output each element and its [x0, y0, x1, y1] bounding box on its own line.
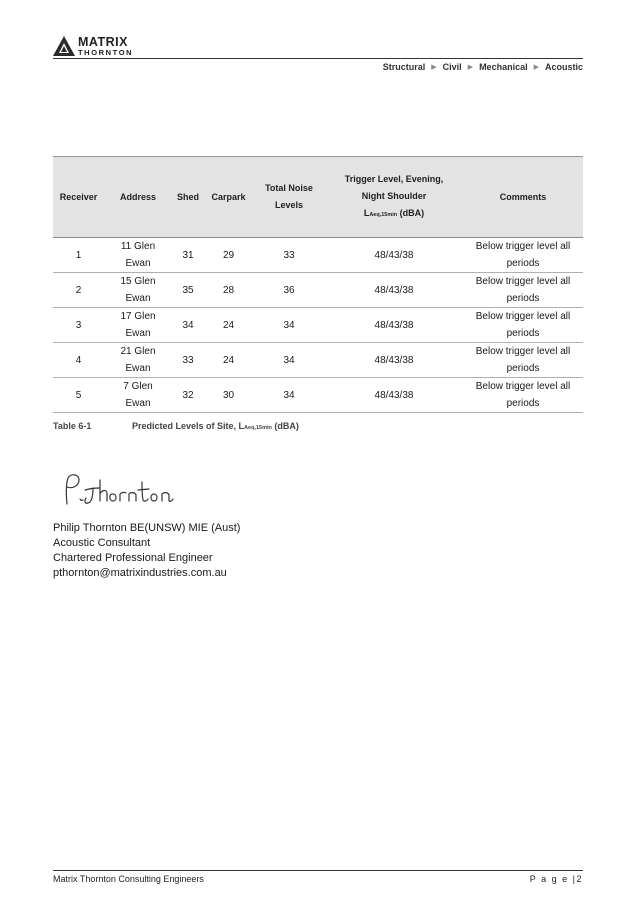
triangle-bullet-icon: ▶ [431, 64, 437, 71]
cell-total: 34 [253, 308, 325, 343]
service-structural: Structural [382, 62, 426, 72]
table-caption [53, 421, 299, 431]
signatory-role: Acoustic Consultant [53, 537, 151, 549]
cell-comments: Below trigger level all periods [463, 308, 583, 343]
handwritten-signature [58, 470, 208, 510]
service-civil: Civil [442, 62, 462, 72]
cell-trigger: 48/43/38 [325, 378, 463, 413]
cell-address: 17 Glen Ewan [104, 308, 172, 343]
cell-trigger: 48/43/38 [325, 308, 463, 343]
cell-carpark: 24 [204, 308, 253, 343]
cell-address: 15 Glen Ewan [104, 273, 172, 308]
caption-unit: (dBA) [271, 421, 299, 431]
cell-trigger: 48/43/38 [325, 238, 463, 273]
cell-comments: Below trigger level all periods [463, 273, 583, 308]
cell-carpark: 28 [204, 273, 253, 308]
cell-total: 33 [253, 238, 325, 273]
cell-receiver: 4 [53, 343, 104, 378]
col-comments: Comments [463, 157, 583, 238]
col-receiver: Receiver [53, 157, 104, 238]
cell-carpark: 30 [204, 378, 253, 413]
caption-text: Predicted Levels of Site, L [132, 421, 245, 431]
predicted-levels-table [53, 156, 583, 413]
cell-comments: Below trigger level all periods [463, 238, 583, 273]
table-header-row [53, 157, 583, 238]
cell-shed: 33 [172, 343, 204, 378]
cell-total: 34 [253, 343, 325, 378]
cell-address: 11 Glen Ewan [104, 238, 172, 273]
logo-name: MATRIX [78, 34, 128, 49]
caption-subscript: Aeq,15min [244, 425, 272, 431]
header-divider [53, 58, 583, 59]
cell-comments: Below trigger level all periods [463, 343, 583, 378]
signatory-title: Chartered Professional Engineer [53, 552, 213, 564]
signatory-email[interactable]: pthornton@matrixindustries.com.au [53, 567, 227, 579]
cell-carpark: 24 [204, 343, 253, 378]
cell-carpark: 29 [204, 238, 253, 273]
cell-shed: 31 [172, 238, 204, 273]
cell-address: 7 Glen Ewan [104, 378, 172, 413]
col-shed: Shed [172, 157, 204, 238]
triangle-bullet-icon: ▶ [467, 64, 474, 71]
cell-shed: 34 [172, 308, 204, 343]
signatory-name: Philip Thornton BE(UNSW) MIE (Aust) [53, 522, 241, 534]
cell-comments: Below trigger level all periods [463, 378, 583, 413]
table-row [53, 378, 583, 413]
page-number: P a g e |2 [529, 874, 583, 884]
services-list [383, 62, 583, 72]
table-row [53, 308, 583, 343]
footer-divider [53, 870, 583, 871]
table-row [53, 238, 583, 273]
cell-total: 34 [253, 378, 325, 413]
company-logo [53, 35, 133, 57]
caption-number: Table 6-1 [53, 421, 92, 431]
logo-subname: THORNTON [78, 48, 134, 57]
col-trigger-level: Trigger Level, Evening, Night Shoulder LAeq,15min (dBA) [325, 157, 463, 238]
cell-receiver: 1 [53, 238, 104, 273]
cell-receiver: 2 [53, 273, 104, 308]
service-acoustic: Acoustic [544, 62, 583, 72]
matrix-logo-icon [53, 36, 75, 56]
triangle-bullet-icon: ▶ [533, 64, 539, 71]
cell-total: 36 [253, 273, 325, 308]
cell-shed: 32 [172, 378, 204, 413]
cell-receiver: 3 [53, 308, 104, 343]
table-row [53, 273, 583, 308]
footer-company: Matrix Thornton Consulting Engineers [53, 874, 204, 884]
col-total-noise: Total Noise Levels [253, 157, 325, 238]
service-mechanical: Mechanical [479, 62, 528, 72]
col-carpark: Carpark [204, 157, 253, 238]
col-address: Address [104, 157, 172, 238]
table-row [53, 343, 583, 378]
cell-trigger: 48/43/38 [325, 343, 463, 378]
cell-trigger: 48/43/38 [325, 273, 463, 308]
cell-receiver: 5 [53, 378, 104, 413]
cell-address: 21 Glen Ewan [104, 343, 172, 378]
signatory-block [53, 521, 240, 581]
cell-shed: 35 [172, 273, 204, 308]
